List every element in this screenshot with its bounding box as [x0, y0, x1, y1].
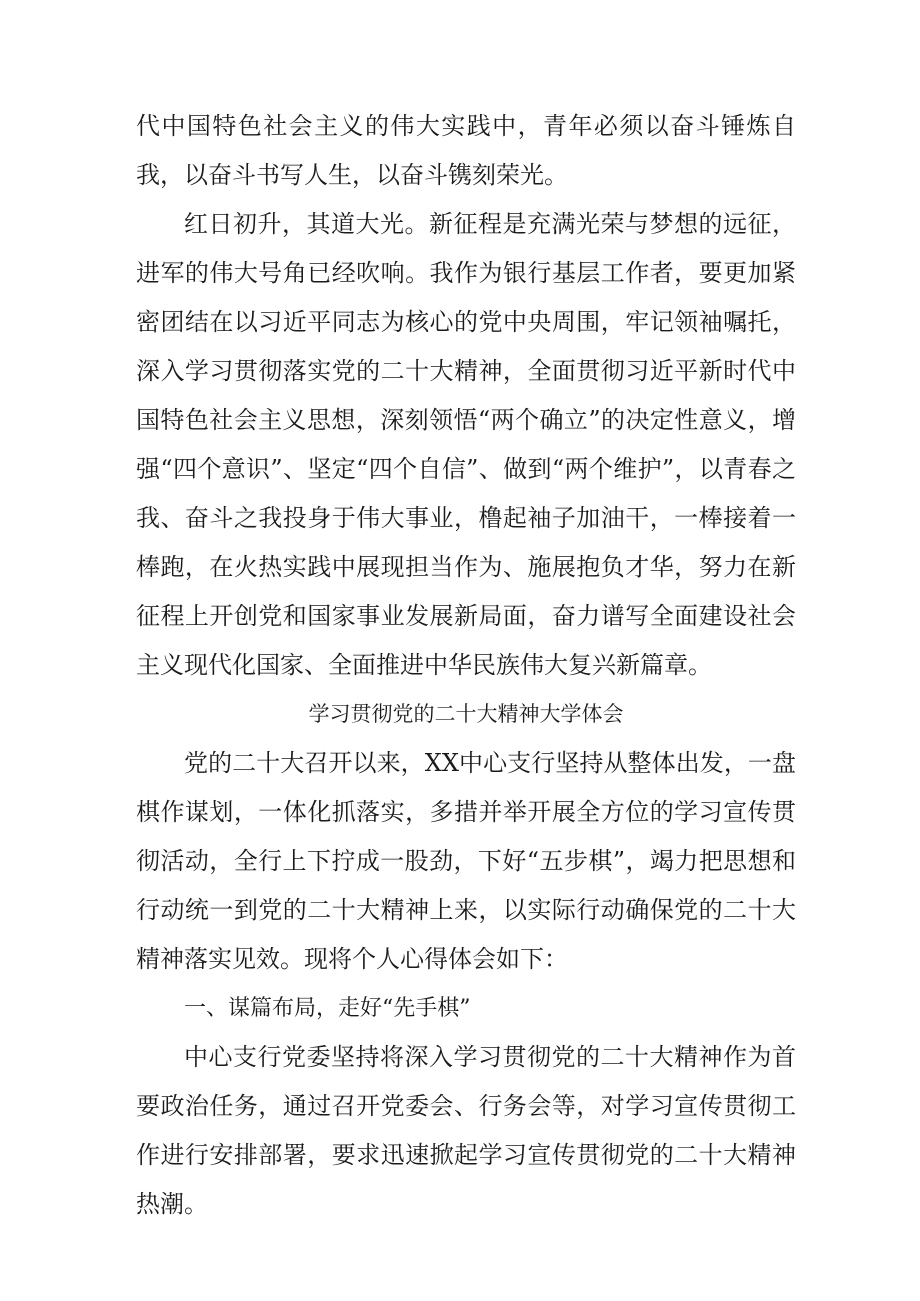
paragraph-continued: 代中国特色社会主义的伟大实践中，青年必须以奋斗锤炼自我，以奋斗书写人生，以奋斗镌刻荣光。	[136, 112, 796, 189]
section-title: 学习贯彻党的二十大精神大学体会	[308, 702, 624, 726]
paragraph: 中心支行党委坚持将深入学习贯彻党的二十大精神作为首要政治任务，通过召开党委会、行务会等，对学习宣传贯彻工作进行安排部署，要求迅速掀起学习宣传贯彻党的二十大精神热潮。	[136, 1043, 796, 1218]
paragraph: 红日初升，其道大光。新征程是充满光荣与梦想的远征，进军的伟大号角已经吹响。我作为银行基层工作者，要更加紧密团结在以习近平同志为核心的党中央周围，牢记领袖嘱托，深入学习贯彻落实党的二十大精神，全面贯彻习近平新时代中国特色社会主义思想，深刻领悟“两个确立”的决定性意义，增强“四个意识”、坚定“四个自信”、做到“两个维护”，以青春之我、奋斗之我投身于伟大事业，橹起袖子加油干，一棒接着一棒跑，在火热实践中展现担当作为、施展抱负才华，努力在新征程上开创党和国家事业发展新局面，奋力谱写全面建设社会主义现代化国家、全面推进中华民族伟大复兴新篇章。	[136, 210, 796, 679]
paragraph: 党的二十大召开以来，XX中心支行坚持从整体出发，一盘棋作谋划，一体化抓落实，多措并举开展全方位的学习宣传贯彻活动，全行上下拧成一股劲，下好“五步棋”，竭力把思想和行动统一到党的二十大精神上来，以实际行动确保党的二十大精神落实见效。现将个人心得体会如下：	[136, 749, 796, 973]
document-body	[136, 102, 796, 1229]
section-heading: 一、谋篇布局，走好“先手棋”	[184, 996, 471, 1021]
